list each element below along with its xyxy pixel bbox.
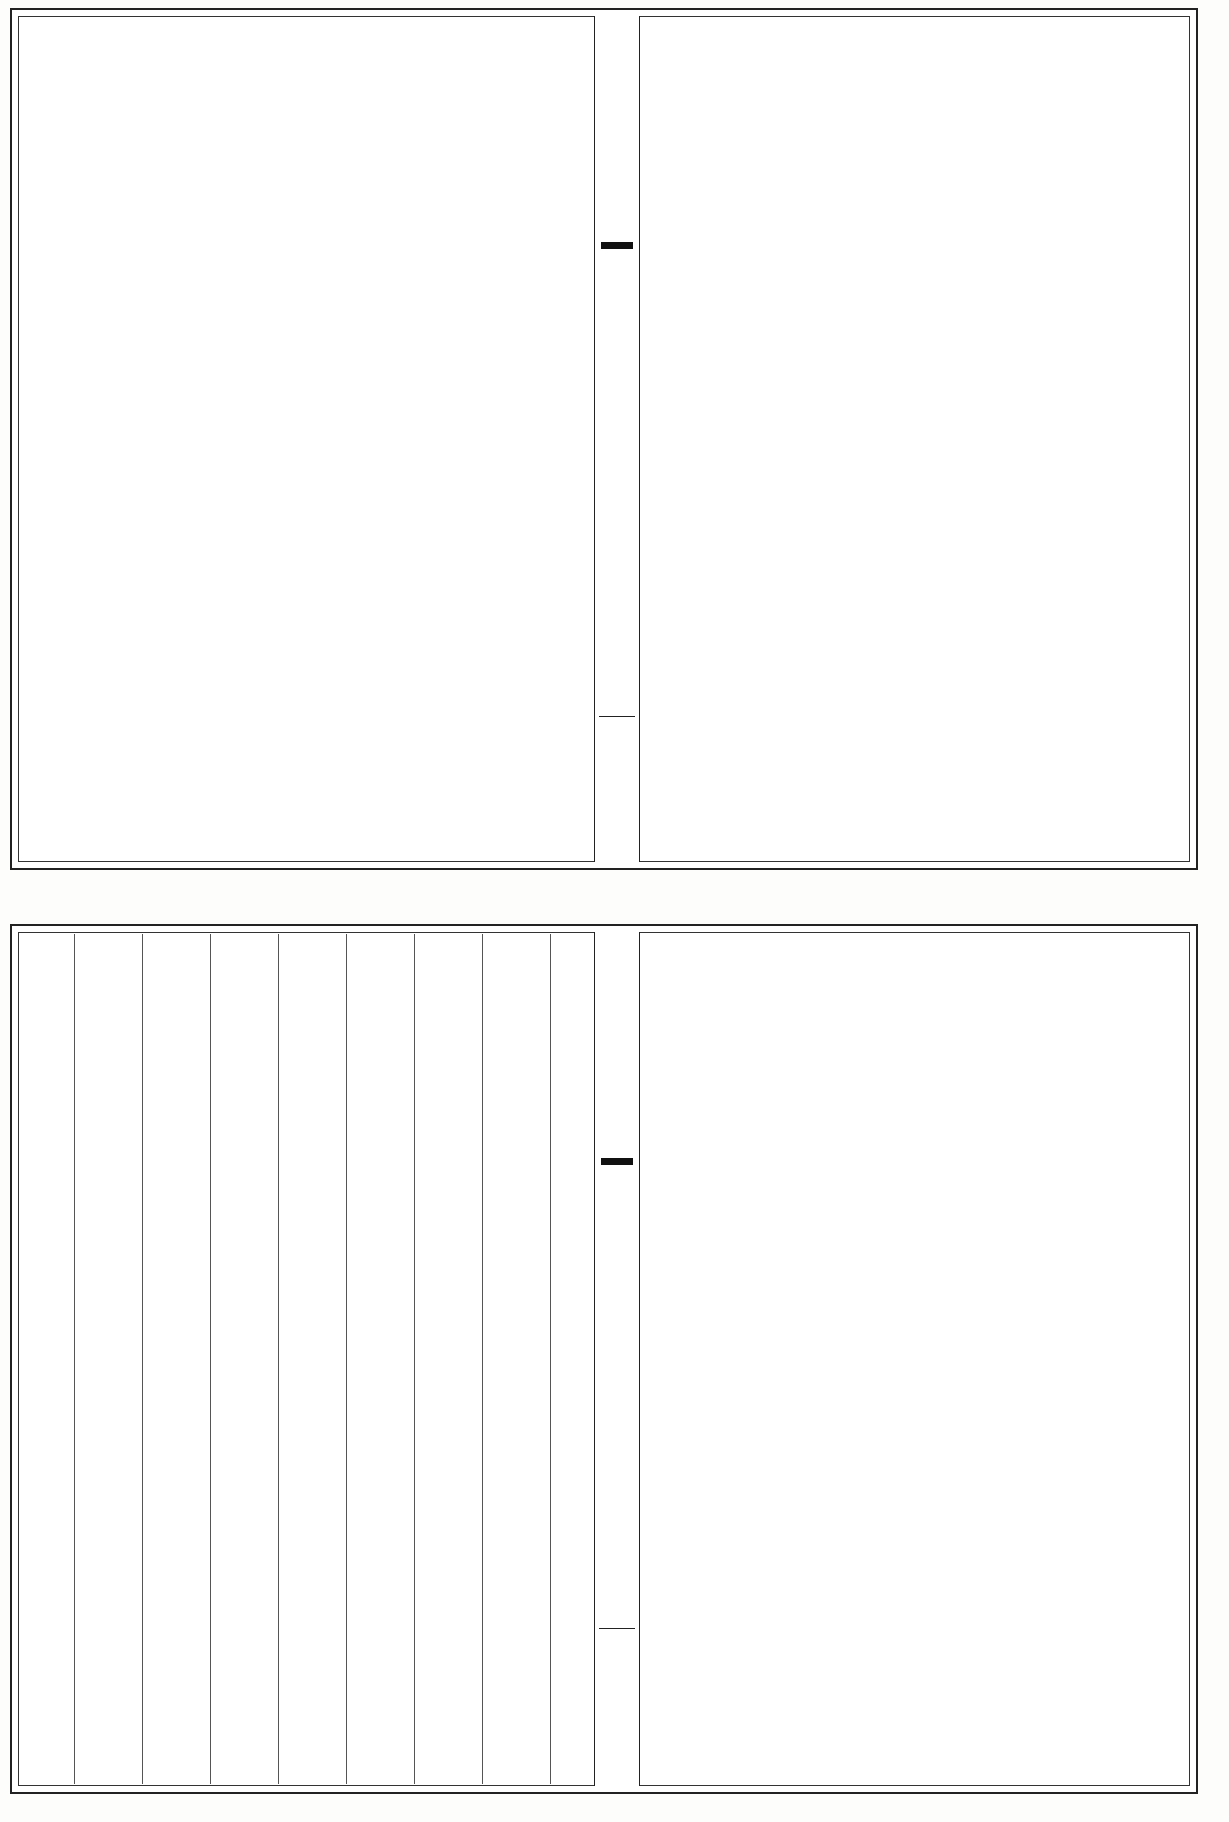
lower-page-spread [10, 924, 1198, 1794]
column-rule [74, 934, 75, 1784]
column-rule [210, 934, 211, 1784]
center-margin [594, 932, 640, 1786]
column-rule [482, 934, 483, 1784]
column-rule [414, 934, 415, 1784]
fishtail-mark-icon [601, 242, 633, 260]
column-rule [278, 934, 279, 1784]
column-rule [142, 934, 143, 1784]
folio-number [599, 1628, 635, 1629]
column-rule [346, 934, 347, 1784]
folio-number [599, 716, 635, 717]
center-margin [594, 16, 640, 862]
column-rule [550, 934, 551, 1784]
upper-page-spread [10, 8, 1198, 870]
fishtail-mark-icon [601, 1158, 633, 1176]
